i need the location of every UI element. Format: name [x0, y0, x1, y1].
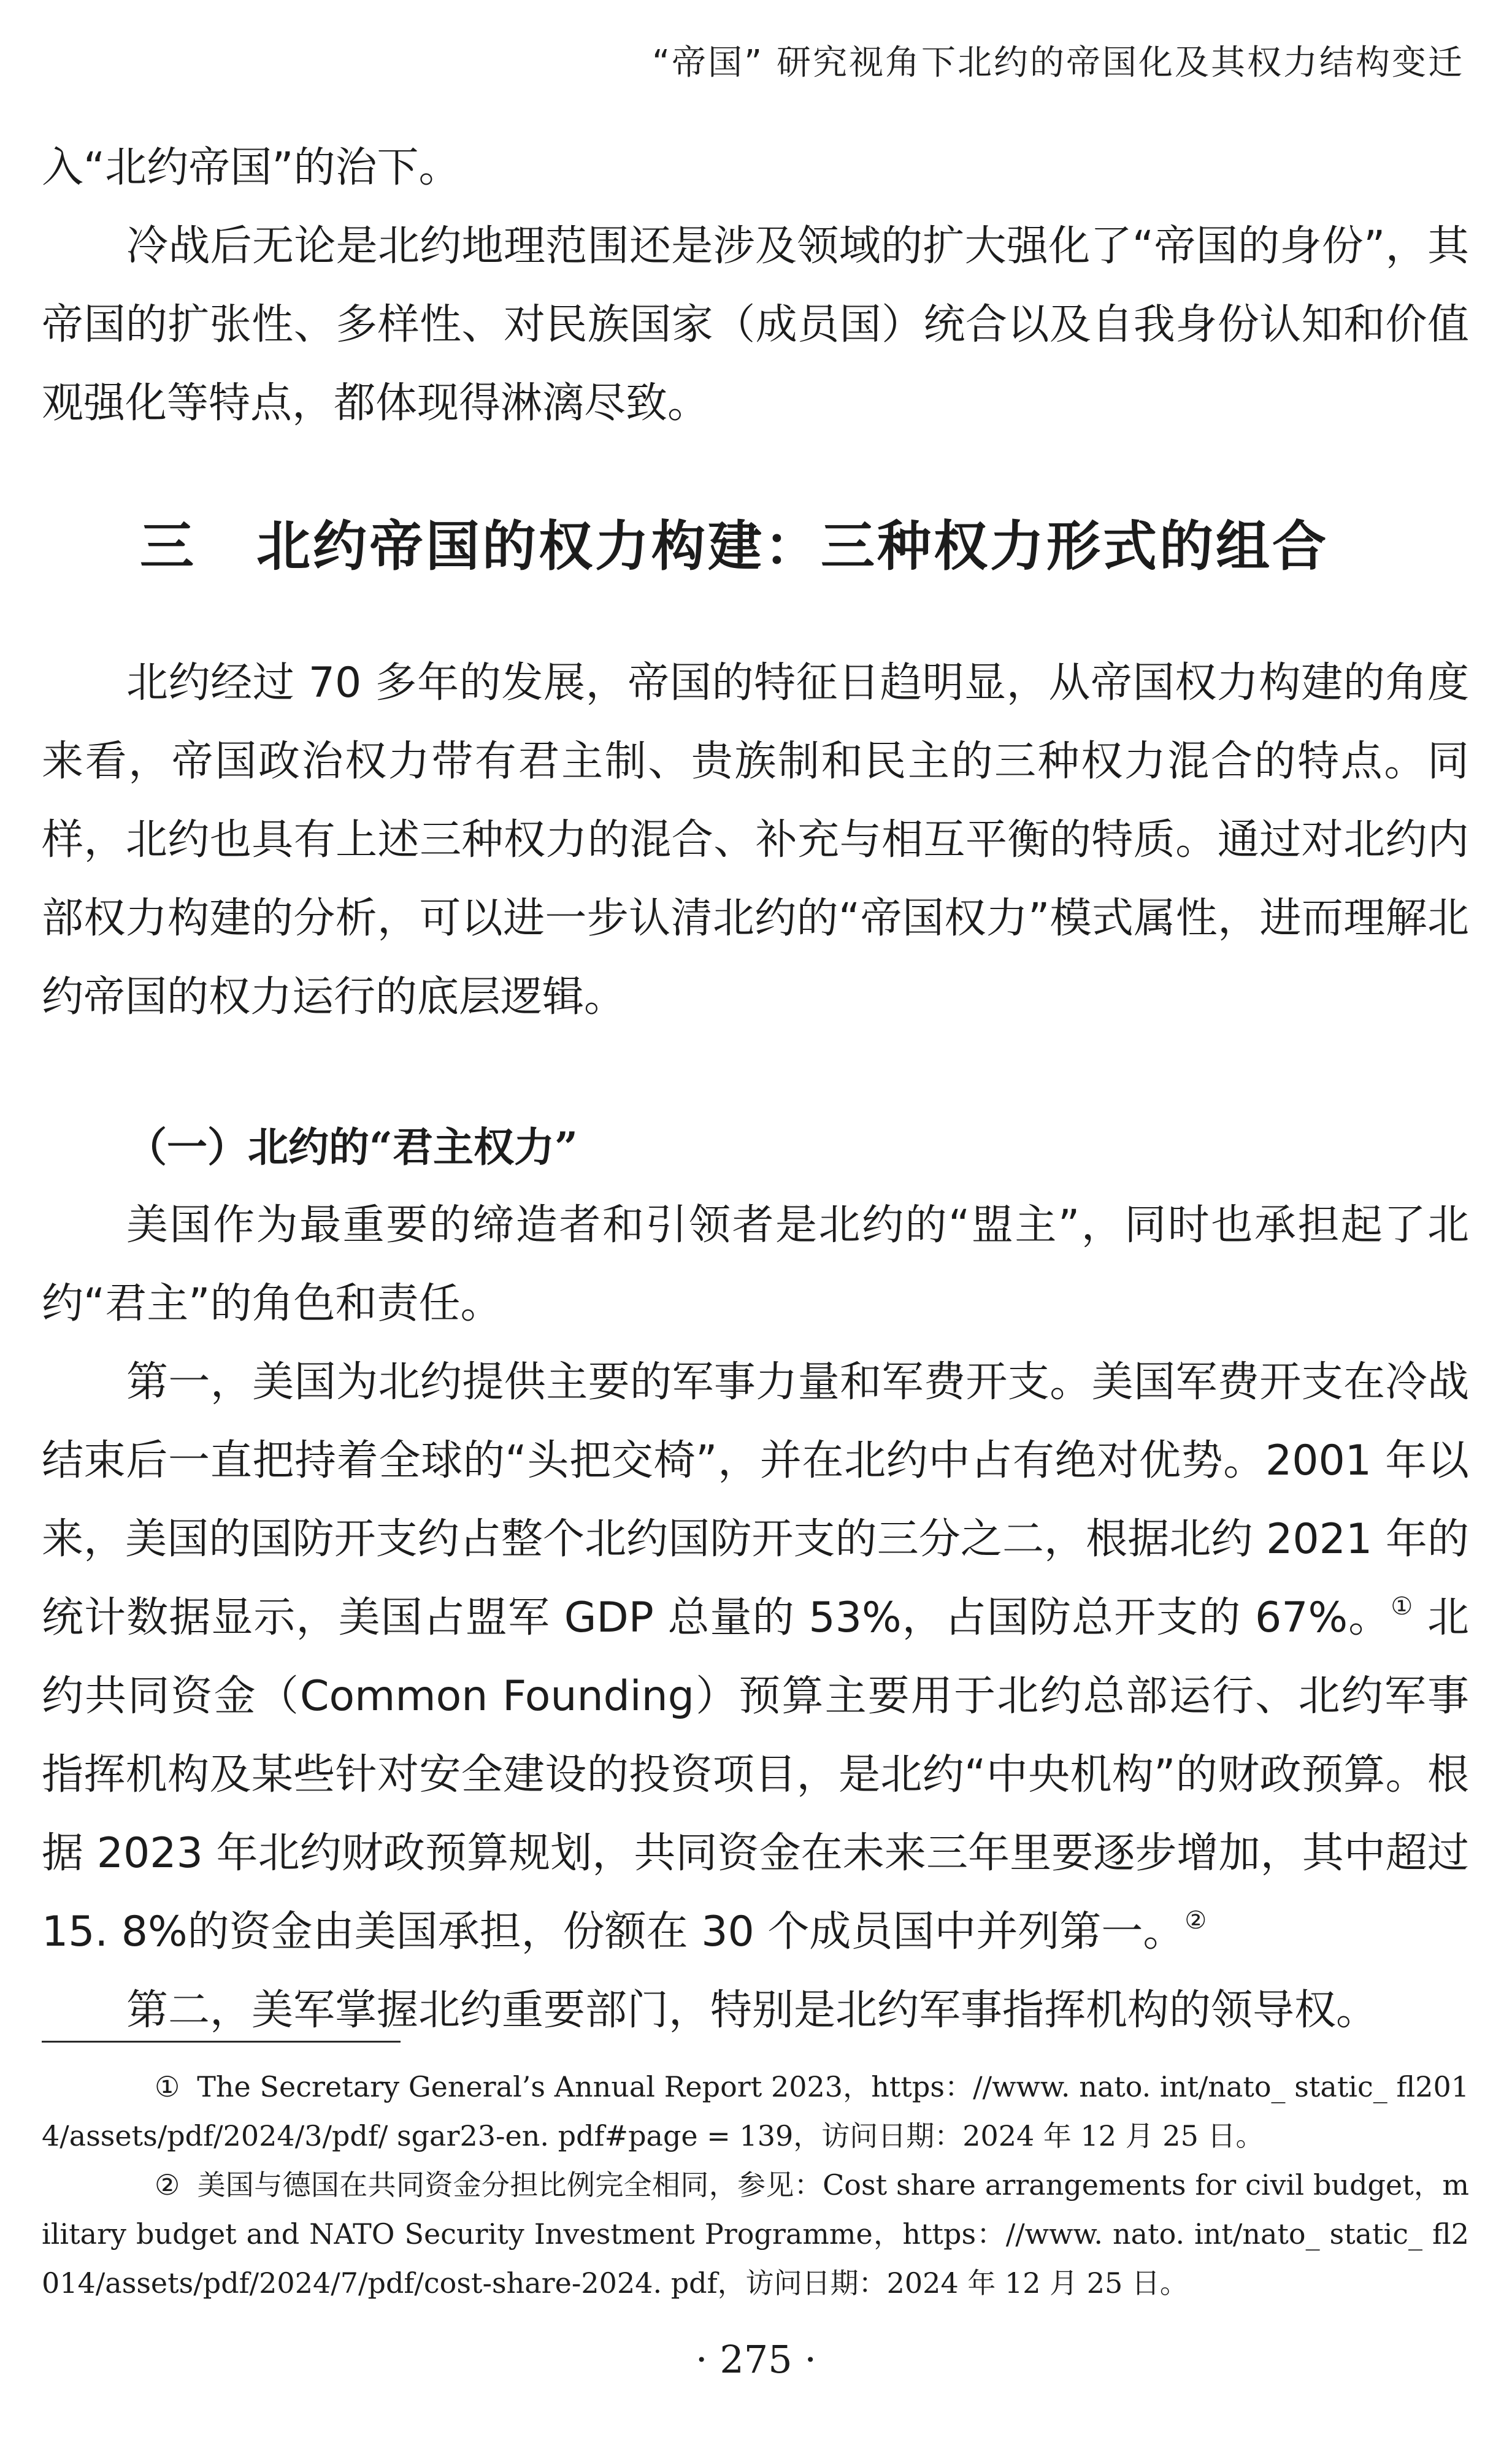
paragraph-command-leadership: 第二，美军掌握北约重要部门，特别是北约军事指挥机构的领导权。 — [126, 1986, 1378, 2035]
page-number: · 275 · — [695, 2337, 817, 2382]
paragraph-empire-identity: 冷战后无论是北约地理范围还是涉及领域的扩大强化了“帝国的身份”，其帝国的扩张性、多样性、对民族国家（成员国）统合以及自我身份认知和价值观强化等特点，都体现得淋漓尽致。 — [42, 222, 1469, 428]
footnote-text: The Secretary General’s Annual Report 2023，https：//www. nato. int/nato_ static_ fl2014/assets/pdf/2024/3/pdf/ sgar23-en. pdf#page = 139，访问日期：2024 年 12 月 25 日。 — [42, 2070, 1469, 2152]
footnote-ref-1[interactable]: ① — [1391, 1592, 1414, 1621]
subsection-heading: （一）北约的“君主权力” — [126, 1123, 578, 1171]
paragraph-military-spending — [42, 1343, 1469, 1971]
section-heading — [42, 507, 1469, 585]
running-head: “帝国” 研究视角下北约的帝国化及其权力结构变迁 — [652, 43, 1464, 83]
paragraph-text-part: 第一，美国为北约提供主要的军事力量和军费开支。美国军费开支在冷战结束后一直把持着全球的“头把交椅”，并在北约中占有绝对优势。2001 年以来，美国的国防开支约占整个北约国防开支的三分之二，根据北约 2021 年的统计数据显示，美国占盟军 GDP 总量的 53%，占国防总开支的 67%。 — [42, 1358, 1469, 1642]
footnote-2 — [42, 2160, 1469, 2308]
body-text — [42, 129, 1469, 2050]
footnote-ref-2[interactable]: ② — [1184, 1906, 1207, 1935]
paragraph-us-role: 美国作为最重要的缔造者和引领者是北约的“盟主”，同时也承担起了北约“君主”的角色和责任。 — [42, 1201, 1469, 1328]
footnotes — [42, 2062, 1469, 2308]
paragraph-text-part: 北约共同资金（Common Founding）预算主要用于北约总部运行、北约军事指挥机构及某些针对安全建设的投资项目，是北约“中央机构”的财政预算。根据 2023 年北约财政预算规划，共同资金在未来三年里要逐步增加，其中超过 15. 8%的资金由美国承担，份额在 30 个成员国中并列第一。 — [42, 1594, 1469, 1956]
footnote-1 — [42, 2062, 1469, 2160]
paragraph-continuation: 入“北约帝国”的治下。 — [42, 144, 461, 192]
section-title: 北约帝国的权力构建：三种权力形式的组合 — [256, 514, 1329, 578]
footnote-divider — [42, 2041, 401, 2043]
footnote-mark: ① — [155, 2070, 180, 2103]
section-number: 三 — [140, 514, 197, 578]
paragraph-section-intro: 北约经过 70 多年的发展，帝国的特征日趋明显，从帝国权力构建的角度来看，帝国政治权力带有君主制、贵族制和民主的三种权力混合的特点。同样，北约也具有上述三种权力的混合、补充与相互平衡的特质。通过对北约内部权力构建的分析，可以进一步认清北约的“帝国权力”模式属性，进而理解北约帝国的权力运行的底层逻辑。 — [42, 659, 1469, 1021]
footnote-mark: ② — [155, 2168, 180, 2201]
footnote-text: 美国与德国在共同资金分担比例完全相同，参见：Cost share arrangements for civil budget，military budget and NATO Security Investment Programme，https：//www. nato. int/nato_ static_ fl2014/assets/pdf/2024/7/pdf/cost-share-2024. pdf，访问日期：2024 年 12 月 25 日。 — [42, 2168, 1469, 2300]
